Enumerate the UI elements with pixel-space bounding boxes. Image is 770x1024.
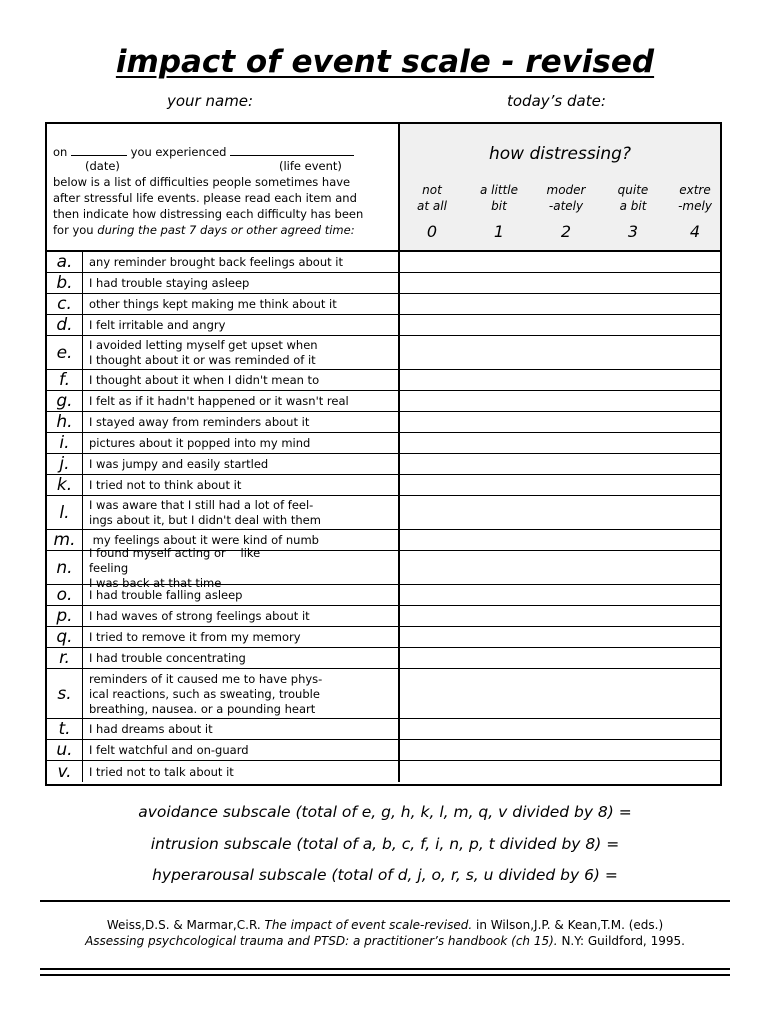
item-text-line: I avoided letting myself get upset when — [89, 338, 318, 352]
item-text-line: I was aware that I still had a lot of feel- — [89, 498, 314, 512]
response-cell[interactable] — [400, 412, 720, 432]
item-text-line: I had trouble falling asleep — [89, 588, 243, 602]
option-2 — [541, 182, 591, 240]
item-letter: k. — [47, 475, 83, 495]
item-text — [83, 412, 400, 432]
item-text — [83, 719, 400, 739]
instruction-line: below is a list of difficulties people sometimes have — [53, 175, 351, 189]
experienced-label: you experienced — [130, 145, 227, 159]
item-text-line: ical reactions, such as sweating, trouble — [89, 686, 320, 701]
response-cell[interactable] — [400, 648, 720, 668]
instruction-line: after stressful life events. please read each item and — [53, 191, 357, 205]
response-cell[interactable] — [400, 336, 720, 369]
time-frame: during the past 7 days or other agreed time: — [97, 223, 355, 237]
instruction-text: for you — [53, 223, 94, 237]
divider — [40, 900, 730, 902]
items-table — [47, 252, 720, 782]
response-cell[interactable] — [400, 761, 720, 782]
option-label: at all — [417, 199, 447, 213]
response-cell[interactable] — [400, 627, 720, 647]
item-row — [47, 252, 720, 273]
response-cell[interactable] — [400, 475, 720, 495]
item-text — [83, 669, 400, 718]
citation-title: The impact of event scale-revised. — [264, 918, 473, 932]
response-cell[interactable] — [400, 740, 720, 760]
item-row — [47, 475, 720, 496]
item-text-line: I felt irritable and angry — [89, 318, 226, 332]
item-text — [83, 336, 400, 369]
item-text — [83, 648, 400, 668]
option-label: -ately — [548, 199, 584, 213]
item-text-line: I was jumpy and easily startled — [89, 457, 269, 471]
item-row — [47, 454, 720, 475]
response-cell[interactable] — [400, 669, 720, 718]
item-letter: i. — [47, 433, 83, 453]
item-row — [47, 370, 720, 391]
item-text-line: any reminder brought back feelings about it — [89, 255, 343, 269]
item-letter: p. — [47, 606, 83, 626]
response-cell[interactable] — [400, 606, 720, 626]
item-text — [83, 252, 400, 272]
citation-editors: in Wilson,J.P. & Kean,T.M. (eds.) — [476, 918, 664, 932]
on-label: on — [53, 145, 68, 159]
item-letter: m. — [47, 530, 83, 550]
item-letter: t. — [47, 719, 83, 739]
item-row — [47, 273, 720, 294]
item-text — [83, 475, 400, 495]
item-text-line: pictures about it popped into my mind — [89, 436, 311, 450]
item-letter: c. — [47, 294, 83, 314]
option-value: 2 — [560, 222, 572, 241]
item-row — [47, 648, 720, 669]
option-label: not — [422, 183, 442, 197]
item-letter: a. — [47, 252, 83, 272]
item-letter: u. — [47, 740, 83, 760]
item-letter: l. — [47, 496, 83, 529]
item-row — [47, 719, 720, 740]
item-letter: e. — [47, 336, 83, 369]
intrusion-subscale: intrusion subscale (total of a, b, c, f, i, n, p, t divided by 8) = — [150, 835, 620, 853]
item-text — [83, 294, 400, 314]
footer-rule — [40, 974, 730, 976]
option-label: quite — [617, 183, 649, 197]
option-1 — [474, 182, 524, 240]
item-letter: q. — [47, 627, 83, 647]
option-0 — [407, 182, 457, 240]
instruction-line: then indicate how distressing each difficulty has been — [53, 207, 364, 221]
item-letter: h. — [47, 412, 83, 432]
item-text — [83, 370, 400, 390]
item-text-line: I stayed away from reminders about it — [89, 415, 310, 429]
instruction-line — [53, 222, 392, 238]
item-text — [83, 273, 400, 293]
item-text-line: I thought about it or was reminded of it — [89, 353, 316, 367]
scale-form — [45, 122, 722, 786]
response-cell[interactable] — [400, 370, 720, 390]
option-value: 0 — [426, 222, 438, 241]
response-cell[interactable] — [400, 315, 720, 335]
item-text-line: I felt watchful and on-guard — [89, 743, 249, 757]
item-text-part: I found myself acting or feeling — [89, 545, 226, 575]
instructions — [47, 124, 400, 252]
item-row — [47, 761, 720, 782]
hyperarousal-subscale: hyperarousal subscale (total of d, j, o, r, s, u divided by 6) = — [152, 866, 618, 884]
response-cell[interactable] — [400, 719, 720, 739]
item-row — [47, 740, 720, 761]
item-text-line: reminders of it caused me to have phys- — [89, 671, 323, 686]
item-row — [47, 669, 720, 719]
item-text-line: I was back at that time — [89, 575, 222, 590]
item-text-line: I thought about it when I didn't mean to — [89, 373, 320, 387]
response-cell[interactable] — [400, 252, 720, 272]
option-value: 3 — [627, 222, 639, 241]
item-text — [83, 433, 400, 453]
item-text-line: I felt as if it hadn't happened or it wasn't real — [89, 394, 349, 408]
item-text-line: I had trouble staying asleep — [89, 276, 250, 290]
item-text — [83, 585, 400, 605]
citation-authors: Weiss,D.S. & Marmar,C.R. — [106, 918, 261, 932]
page-title: impact of event scale - revised — [115, 44, 655, 80]
option-value: 4 — [689, 222, 701, 241]
item-text — [83, 496, 400, 529]
response-cell[interactable] — [400, 551, 720, 584]
item-text — [83, 391, 400, 411]
citation-publisher: N.Y: Guildford, 1995. — [561, 934, 685, 948]
item-letter: g. — [47, 391, 83, 411]
item-row — [47, 336, 720, 370]
option-label: a bit — [619, 199, 647, 213]
item-text-line: ings about it, but I didn't deal with them — [89, 513, 321, 527]
option-label: bit — [491, 199, 507, 213]
item-row — [47, 412, 720, 433]
item-letter: j. — [47, 454, 83, 474]
item-text — [83, 740, 400, 760]
item-letter: o. — [47, 585, 83, 605]
option-label: extre — [679, 183, 711, 197]
item-text-line: breathing, nausea. or a pounding heart — [89, 701, 316, 716]
item-letter: d. — [47, 315, 83, 335]
response-cell[interactable] — [400, 454, 720, 474]
response-cell[interactable] — [400, 433, 720, 453]
item-text-line — [89, 546, 392, 576]
item-letter: r. — [47, 648, 83, 668]
response-cell[interactable] — [400, 585, 720, 605]
item-letter: f. — [47, 370, 83, 390]
item-row — [47, 496, 720, 530]
option-value: 1 — [493, 222, 505, 241]
response-cell[interactable] — [400, 273, 720, 293]
option-label: moder — [546, 183, 586, 197]
rating-scale-header — [400, 124, 720, 252]
item-row — [47, 627, 720, 648]
item-letter: v. — [47, 761, 83, 782]
option-label: -mely — [678, 199, 712, 213]
scale-title: how distressing? — [489, 144, 631, 164]
item-text — [83, 627, 400, 647]
option-label: a little — [480, 183, 518, 197]
response-cell[interactable] — [400, 496, 720, 529]
option-4 — [670, 182, 720, 240]
item-text — [83, 545, 400, 590]
response-cell[interactable] — [400, 530, 720, 550]
life-event-blank[interactable] — [230, 144, 354, 156]
item-text-line: I had waves of strong feelings about it — [89, 609, 310, 623]
avoidance-subscale: avoidance subscale (total of e, g, h, k, l, m, q, v divided by 8) = — [138, 803, 632, 821]
item-text-line: I tried not to talk about it — [89, 764, 234, 779]
item-row — [47, 433, 720, 454]
item-row — [47, 545, 720, 590]
date-blank[interactable] — [71, 144, 127, 156]
item-text-line: I tried to remove it from my memory — [89, 630, 301, 644]
item-letter: n. — [47, 551, 83, 584]
item-text — [83, 761, 400, 782]
item-row — [47, 391, 720, 412]
item-text-line: other things kept making me think about it — [89, 297, 337, 311]
item-text — [83, 454, 400, 474]
option-3 — [608, 182, 658, 240]
item-text — [83, 606, 400, 626]
your-name-label: your name: — [167, 92, 254, 110]
item-row — [47, 315, 720, 336]
item-row — [47, 294, 720, 315]
item-text-line: my feelings about it were kind of numb — [89, 533, 319, 547]
footer-rule — [40, 968, 730, 970]
response-cell[interactable] — [400, 391, 720, 411]
item-letter: s. — [47, 669, 83, 718]
item-text — [83, 315, 400, 335]
citation-line-1 — [0, 918, 770, 932]
item-text-part: like — [240, 545, 261, 560]
citation-book: Assessing psychcological trauma and PTSD: a practitioner’s handbook (ch 15). — [85, 934, 558, 948]
item-row — [47, 606, 720, 627]
life-event-hint: (life event) — [279, 159, 342, 173]
item-text-line: I tried not to think about it — [89, 478, 242, 492]
response-cell[interactable] — [400, 294, 720, 314]
citation-line-2 — [0, 934, 770, 948]
item-letter: b. — [47, 273, 83, 293]
date-hint: (date) — [85, 159, 120, 173]
item-row — [47, 585, 720, 606]
item-text-line: I had dreams about it — [89, 722, 213, 736]
todays-date-label: today’s date: — [507, 92, 606, 110]
item-text-line: I had trouble concentrating — [89, 651, 246, 665]
